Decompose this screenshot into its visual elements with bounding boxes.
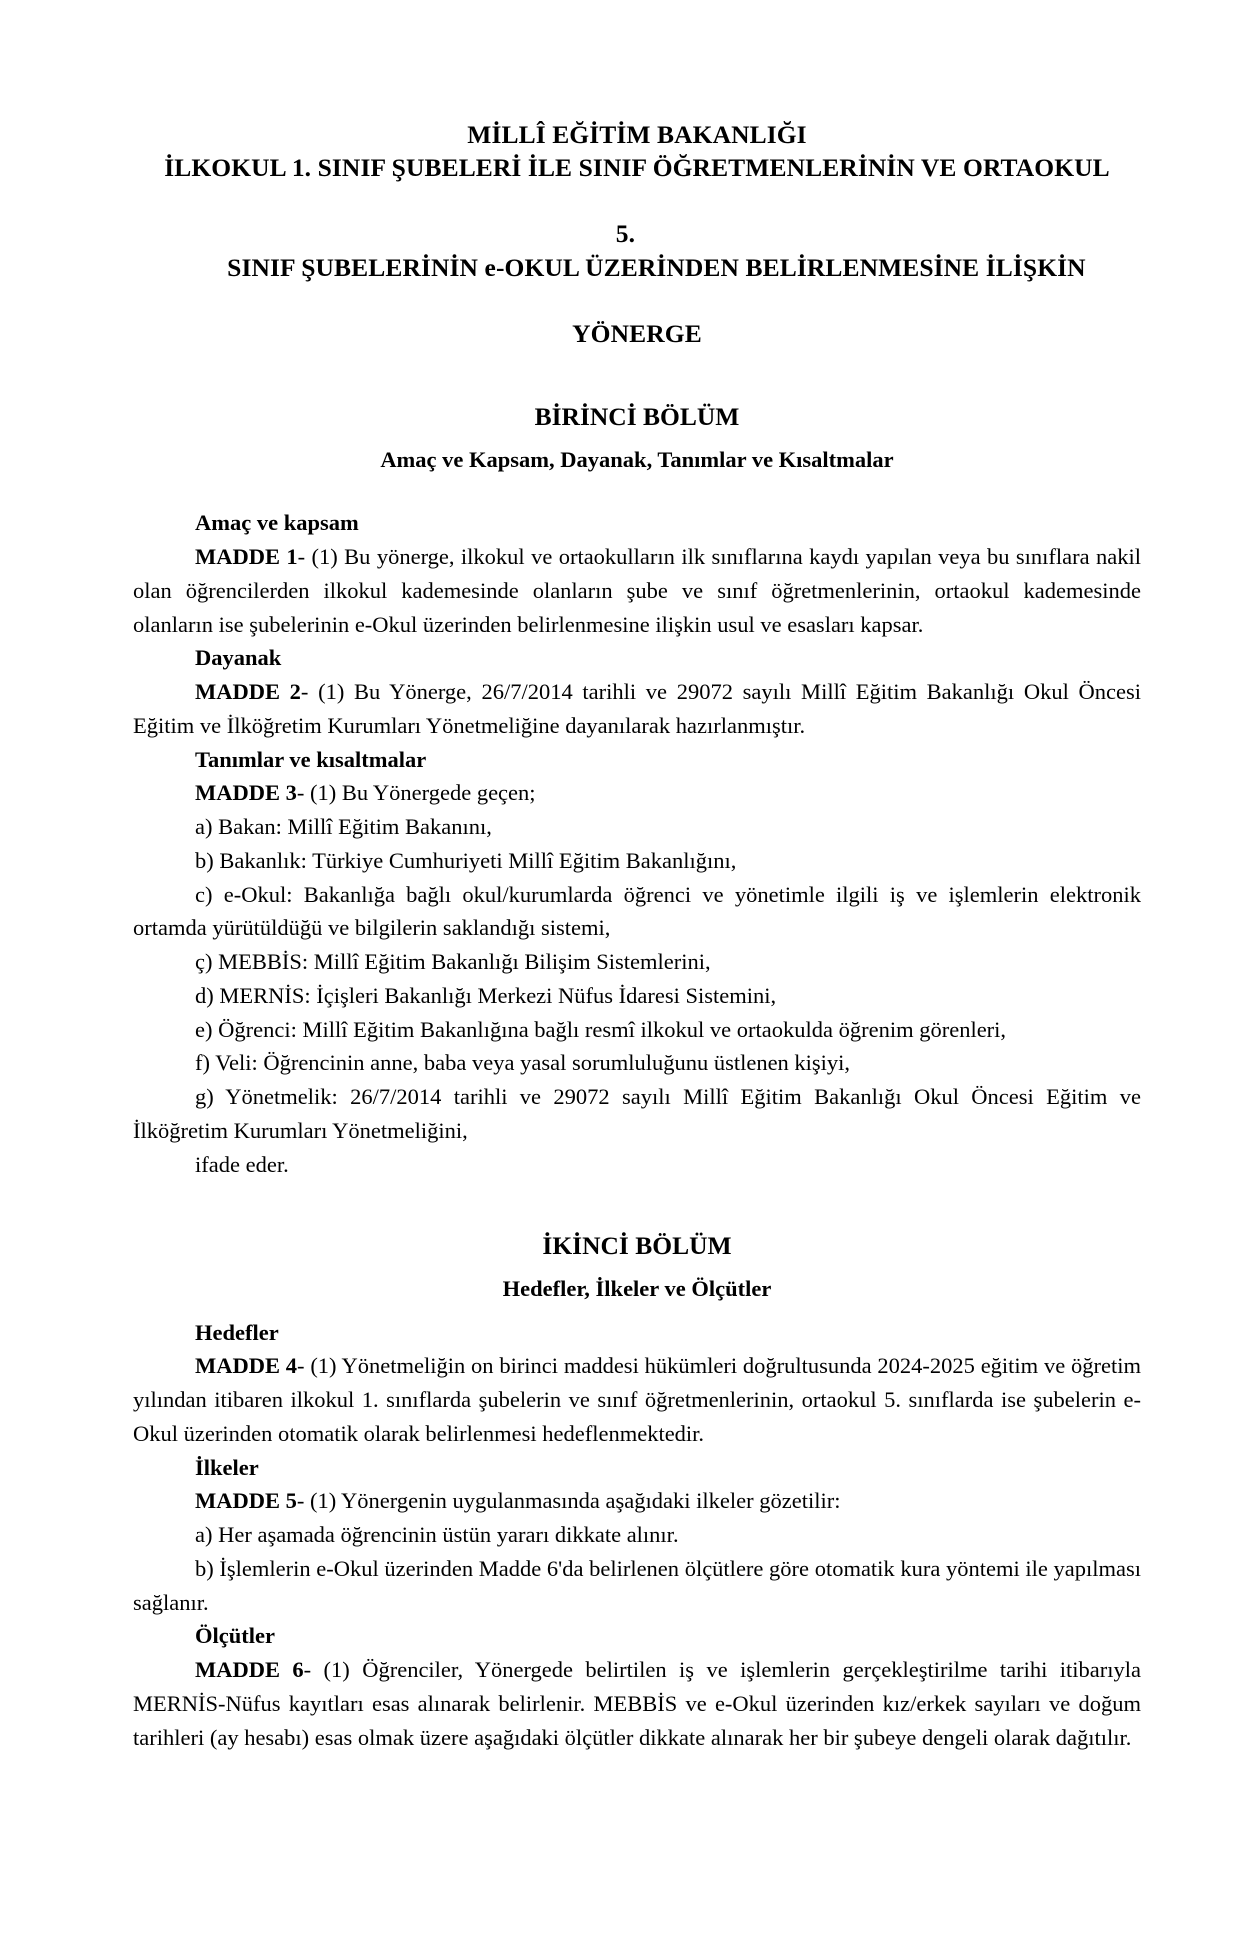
- article-1-heading: Amaç ve kapsam: [195, 510, 359, 536]
- article-3-text: - (1) Bu Yönergede geçen;: [296, 780, 536, 806]
- article-3-heading: Tanımlar ve kısaltmalar: [195, 746, 427, 772]
- article-4-text: - (1) Yönetmeliğin on birinci maddesi hükümleri doğrultusunda 2024-2025 eğitim ve öğretim yılından itibaren ilkokul 1. sınıflarda şubelerin ve sınıf öğretmenlerinin, ortaokul 5. sınıflarda ise şubelerin e-Okul üzerinden otomatik olarak belirlenmesi hedeflenmektedir.: [133, 1353, 1141, 1446]
- article-5-item: a) Her aşamada öğrencinin üstün yararı dikkate alınır.: [195, 1522, 679, 1548]
- article-5-heading: İlkeler: [195, 1454, 259, 1480]
- article-2-heading: Dayanak: [195, 645, 282, 671]
- article-1-label: MADDE 1: [195, 544, 298, 570]
- article-3-item: g) Yönetmelik: 26/7/2014 tarihli ve 29072 sayılı Millî Eğitim Bakanlığı Okul Öncesi Eğitim ve İlköğretim Kurumları Yönetmeliğini,: [133, 1084, 1141, 1143]
- article-3-item: a) Bakan: Millî Eğitim Bakanını,: [195, 814, 492, 840]
- article-4-heading: Hedefler: [195, 1319, 279, 1345]
- page-bottom-space: [133, 1754, 1141, 1874]
- chapter-two-header: [133, 1229, 1141, 1303]
- article-5-paragraph: [133, 1484, 1141, 1518]
- article-6-paragraph: [133, 1653, 1141, 1754]
- chapter-one-subtitle: Amaç ve Kapsam, Dayanak, Tanımlar ve Kısaltmalar: [380, 446, 894, 472]
- title-line-2: İLKOKUL 1. SINIF ŞUBELERİ İLE SINIF ÖĞRETMENLERİNİN VE ORTAOKUL: [164, 153, 1110, 183]
- title-line-4: YÖNERGE: [572, 318, 702, 348]
- article-3-item: b) Bakanlık: Türkiye Cumhuriyeti Millî Eğitim Bakanlığını,: [195, 847, 737, 873]
- chapter-two-subtitle: Hedefler, İlkeler ve Ölçütler: [502, 1275, 772, 1301]
- article-3-item: f) Veli: Öğrencinin anne, baba veya yasal sorumluluğunu üstlenen kişiyi,: [195, 1050, 851, 1076]
- article-3-item: c) e-Okul: Bakanlığa bağlı okul/kurumlarda öğrenci ve yönetimle ilgili iş ve işlemlerin elektronik ortamda yürütüldüğü ve bilgilerin saklandığı sistemi,: [133, 881, 1141, 941]
- spacer-after-chapter-one: [133, 474, 1141, 506]
- article-2-label: MADDE 2: [195, 679, 301, 705]
- article-1-text: - (1) Bu yönerge, ilkokul ve ortaokulların ilk sınıflarına kaydı yapılan veya bu sınıflara nakil olan öğrencilerden ilkokul kademesinde olanların şube ve sınıf öğretmenlerinin, ortaokul kademesinde olanların ise şubelerinin e-Okul üzerinden belirlenmesine ilişkin usul ve esasları kapsar.: [133, 544, 1141, 637]
- chapter-two-name: İKİNCİ BÖLÜM: [542, 1231, 732, 1261]
- article-5-label: MADDE 5: [195, 1488, 297, 1514]
- article-5-item: b) İşlemlerin e-Okul üzerinden Madde 6'da belirlenen ölçütlere göre otomatik kura yöntemi ile yapılması sağlanır.: [133, 1555, 1141, 1615]
- article-2-text: - (1) Bu Yönerge, 26/7/2014 tarihli ve 29072 sayılı Millî Eğitim Bakanlığı Okul Öncesi Eğitim ve İlköğretim Kurumları Yönetmeliğine dayanılarak hazırlanmıştır.: [133, 679, 1141, 738]
- article-6-text: - (1) Öğrenciler, Yönergede belirtilen iş ve işlemlerin gerçekleştirilme tarihi itibarıyla MERNİS-Nüfus kayıtları esas alınarak belirlenir. MEBBİS ve e-Okul üzerinden kız/erkek sayıları ve doğum tarihleri (ay hesabı) esas olmak üzere aşağıdaki ölçütler dikkate alınarak her bir şubeye dengeli olarak dağıtılır.: [133, 1657, 1141, 1750]
- title-line-3-text: SINIF ŞUBELERİNİN e-OKUL ÜZERİNDEN BELİRLENMESİNE İLİŞKİN: [227, 252, 1086, 282]
- article-1-paragraph: [133, 540, 1141, 641]
- article-4-paragraph: [133, 1349, 1141, 1450]
- title-line-3: [133, 184, 1141, 317]
- article-3-label: MADDE 3: [195, 780, 297, 806]
- article-6-heading: Ölçütler: [195, 1623, 275, 1649]
- article-3-item: e) Öğrenci: Millî Eğitim Bakanlığına bağlı resmî ilkokul ve ortaokulda öğrenim görenleri,: [195, 1016, 1007, 1042]
- article-2-paragraph: [133, 675, 1141, 743]
- article-3-item: d) MERNİS: İçişleri Bakanlığı Merkezi Nüfus İdaresi Sistemini,: [195, 982, 777, 1008]
- article-5-text: - (1) Yönergenin uygulanmasında aşağıdaki ilkeler gözetilir:: [296, 1488, 841, 1514]
- chapter-one-header: [133, 400, 1141, 474]
- title-line-1: MİLLÎ EĞİTİM BAKANLIĞI: [467, 120, 807, 149]
- article-6-label: MADDE 6: [195, 1657, 304, 1683]
- chapter-one-name: BİRİNCİ BÖLÜM: [534, 401, 740, 431]
- spacer-before-chapter-two: [133, 1181, 1141, 1229]
- spacer-after-chapter-two: [133, 1304, 1141, 1316]
- document-title: [133, 118, 1141, 350]
- article-3-closing: ifade eder.: [195, 1151, 289, 1177]
- article-4-label: MADDE 4: [195, 1353, 298, 1379]
- spacer-before-chapter-one: [133, 350, 1141, 400]
- title-line-3-number: 5.: [615, 219, 636, 249]
- article-3-paragraph: [133, 776, 1141, 810]
- article-3-item: ç) MEBBİS: Millî Eğitim Bakanlığı Bilişim Sistemlerini,: [195, 949, 711, 975]
